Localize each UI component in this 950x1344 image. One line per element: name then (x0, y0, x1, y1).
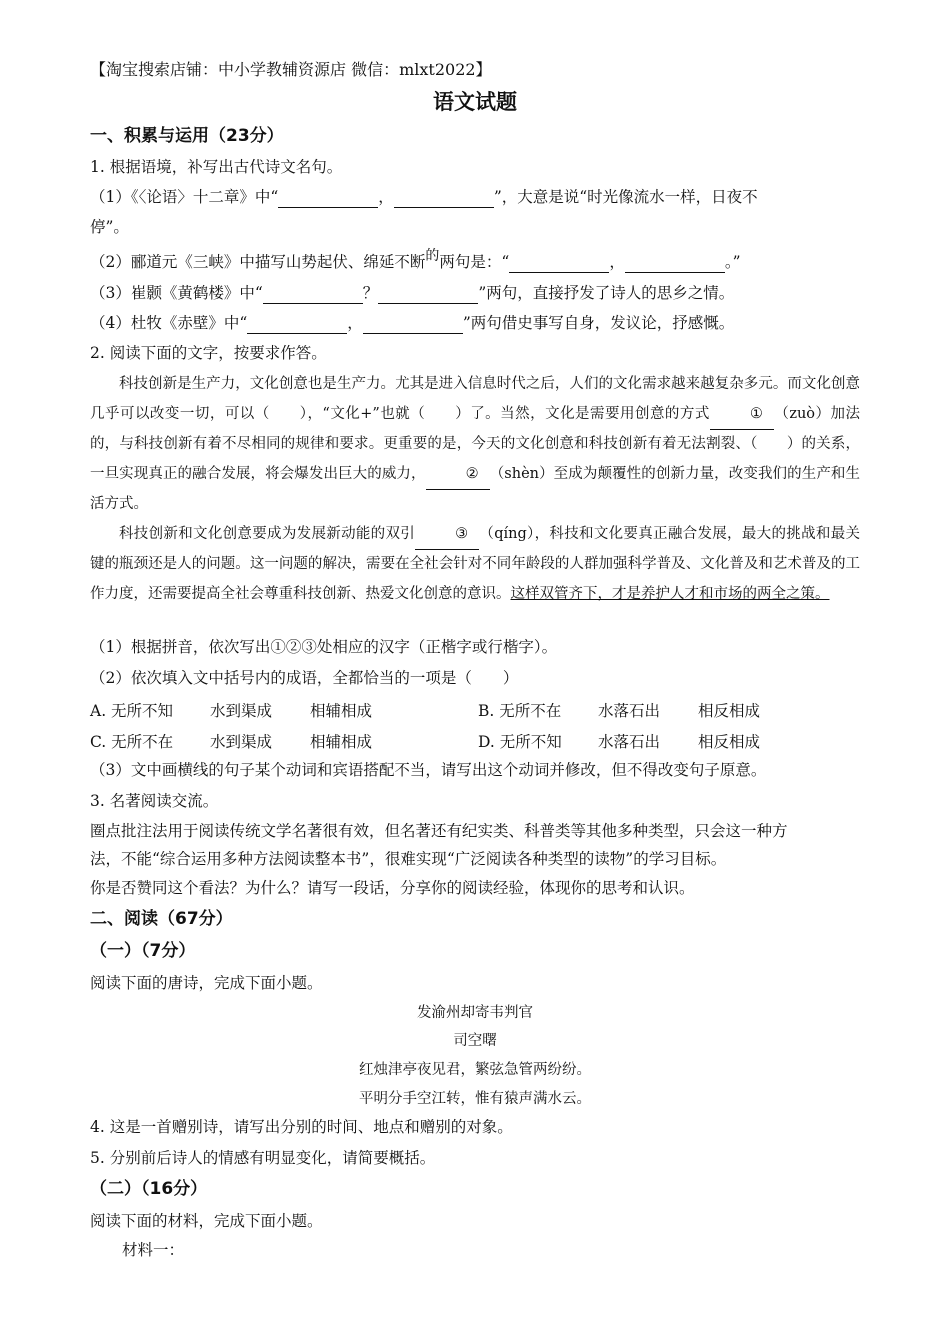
q2-stem: 2. 阅读下面的文字，按要求作答。 (90, 344, 327, 362)
poem-author: 司空曙 (453, 1033, 497, 1049)
underlined-sentence: 这样双管齐下，才是养护人才和市场的两全之策。 (510, 585, 830, 602)
option-a-word2: 水到渠成 (210, 702, 273, 720)
part1-intro: 阅读下面的唐诗，完成下面小题。 (90, 974, 323, 992)
passage-paragraph-2: 科技创新和文化创意要成为发展新动能的双引 ③ （qíng），科技和文化要真正融合发展，最大的挑战和最关键的瓶颈还是人的问题。这一问题的解决，需要在全社会针对不同年龄段的人群加强科学普及、文化普及和艺术普及的工作力度，还需要提高全社会尊重科技创新、热爱文化创意的意识。这样双管齐下，才是养护人才和市场的两全之策。 (90, 520, 860, 610)
q1-item-1: （1）《〈论语〉十二章》中“ ， ”，大意是说“时光像流水一样，日夜不 (90, 188, 758, 206)
option-b-label[interactable]: B. 无所不在 (478, 702, 562, 720)
part-heading-1: （一）（7分） (90, 941, 196, 961)
q5: 5. 分别前后诗人的情感有明显变化，请简要概括。 (90, 1149, 436, 1167)
page-title: 语文试题 (433, 90, 517, 114)
q1-item-3: （3）崔颢《黄鹤楼》中“ ？ ”两句，直接抒发了诗人的思乡之情。 (90, 284, 735, 302)
q1-item-1-cont: 停”。 (90, 218, 129, 236)
option-d-word2: 水落石出 (598, 733, 661, 751)
section-heading-2: 二、阅读（67分） (90, 909, 233, 929)
poem-line-2: 平明分手空江转，惟有猿声满水云。 (359, 1091, 591, 1107)
q3-stem: 3. 名著阅读交流。 (90, 792, 219, 810)
answer-blank[interactable] (263, 283, 363, 304)
q2-passage (90, 370, 860, 609)
poem-title: 发渝州却寄韦判官 (417, 1005, 533, 1021)
q1-item-4: （4）杜牧《赤壁》中“ ， ”两句借史事写自身，发议论，抒感慨。 (90, 314, 735, 332)
answer-blank[interactable] (278, 187, 378, 208)
option-c-label[interactable]: C. 无所不在 (90, 733, 174, 751)
section-heading-1: 一、积累与运用（23分） (90, 126, 284, 146)
answer-blank[interactable] (625, 252, 725, 273)
stray-char: 的 (425, 248, 440, 264)
q2-sub-3: （3）文中画横线的句子某个动词和宾语搭配不当，请写出这个动词并修改，但不得改变句子原意。 (90, 761, 767, 779)
option-b-word3: 相反相成 (698, 702, 761, 720)
answer-blank[interactable] (394, 187, 494, 208)
answer-blank[interactable] (247, 313, 347, 334)
answer-blank[interactable] (363, 313, 463, 334)
q3-line-1: 圈点批注法用于阅读传统文学名著很有效，但名著还有纪实类、科普类等其他多种类型，只会这一种方 (90, 822, 788, 840)
blank-mark-3[interactable]: ③ (415, 520, 479, 551)
blank-mark-2[interactable]: ② (426, 460, 490, 491)
option-b-word2: 水落石出 (598, 702, 661, 720)
option-d-label[interactable]: D. 无所不知 (478, 733, 562, 751)
passage-paragraph-1: 科技创新是生产力，文化创意也是生产力。尤其是进入信息时代之后，人们的文化需求越来越复杂多元。而文化创意几乎可以改变一切，可以（ ），“文化+”也就（ ）了。当然，文化是需要用创意的方式 ① （zuò）加法的，与科技创新有着不尽相同的规律和要求。更重要的是，今天的文化创意和科技创新有着无法割裂、（ ）的关系，一旦实现真正的融合发展，将会爆发出巨大的威力， ② （shèn）至成为颠覆性的创新力量，改变我们的生产和生活方式。 (90, 376, 861, 512)
q4: 4. 这是一首赠别诗，请写出分别的时间、地点和赠别的对象。 (90, 1118, 513, 1136)
option-a-label[interactable]: A. 无所不知 (90, 702, 174, 720)
q1-item-2: （2）郦道元《三峡》中描写山势起伏、绵延不断的两句是：“ ， 。” (90, 248, 741, 271)
part2-intro: 阅读下面的材料，完成下面小题。 (90, 1212, 323, 1230)
answer-blank[interactable] (378, 283, 478, 304)
poem-line-1: 红烛津亭夜见君，繁弦急管两纷纷。 (359, 1062, 591, 1078)
blank-mark-1[interactable]: ① (710, 400, 774, 431)
q2-sub-1: （1）根据拼音，依次写出①②③处相应的汉字（正楷字或行楷字）。 (90, 638, 558, 656)
part-heading-2: （二）（16分） (90, 1179, 208, 1199)
q3-line-2: 法，不能“综合运用多种方法阅读整本书”，很难实现“广泛阅读各种类型的读物”的学习目标。 (90, 850, 727, 868)
q3-line-3: 你是否赞同这个看法？为什么？请写一段话，分享你的阅读经验，体现你的思考和认识。 (90, 879, 695, 897)
material-label: 材料一： (122, 1241, 185, 1259)
option-a-word3: 相辅相成 (310, 702, 373, 720)
promo-line: 【淘宝搜索店铺：中小学教辅资源店 微信：mlxt2022】 (90, 60, 492, 79)
q1-stem: 1. 根据语境，补写出古代诗文名句。 (90, 158, 343, 176)
option-c-word3: 相辅相成 (310, 733, 373, 751)
option-d-word3: 相反相成 (698, 733, 761, 751)
q2-sub-2: （2）依次填入文中括号内的成语，全都恰当的一项是（ ） (90, 669, 519, 687)
answer-blank[interactable] (509, 252, 609, 273)
option-c-word2: 水到渠成 (210, 733, 273, 751)
